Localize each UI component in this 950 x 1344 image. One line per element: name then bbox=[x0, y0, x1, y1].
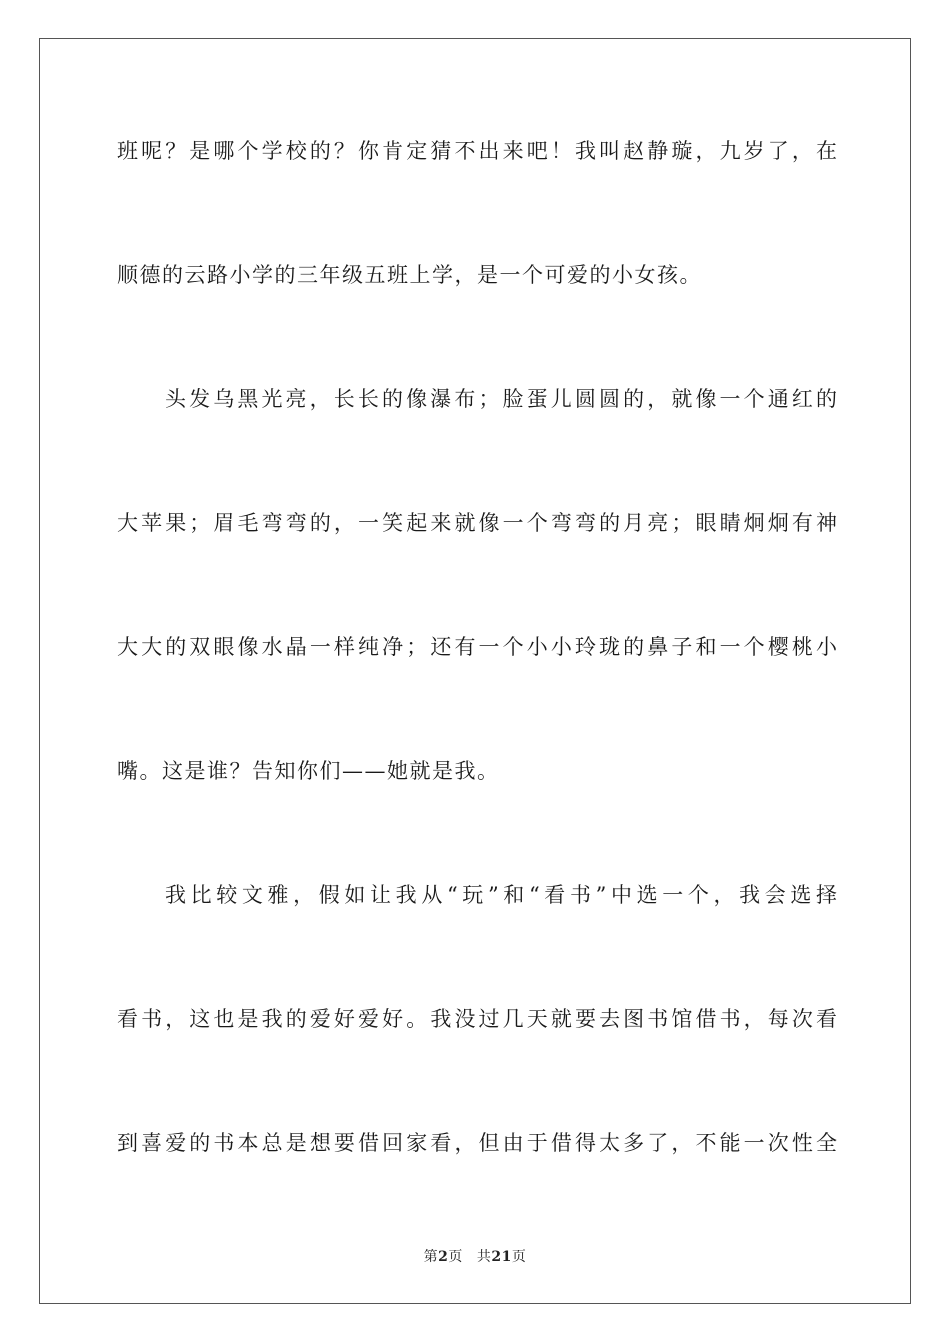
page-number: 2 bbox=[438, 1249, 449, 1265]
text-line: 到喜爱的书本总是想要借回家看，但由于借得太多了，不能一次性全 bbox=[117, 1131, 837, 1155]
text-line: 嘴。这是谁？告知你们——她就是我。 bbox=[117, 759, 500, 783]
text-line: 顺德的云路小学的三年级五班上学，是一个可爱的小女孩。 bbox=[117, 263, 702, 287]
page-border bbox=[39, 38, 911, 1304]
page-total: 21 bbox=[491, 1249, 512, 1265]
page-unit: 页 bbox=[448, 1249, 463, 1265]
text-line: 大苹果；眉毛弯弯的，一笑起来就像一个弯弯的月亮；眼睛炯炯有神 bbox=[117, 511, 837, 535]
text-line: 头发乌黑光亮，长长的像瀑布；脸蛋儿圆圆的，就像一个通红的 bbox=[165, 387, 837, 411]
text-line: 班呢？是哪个学校的？你肯定猜不出来吧！我叫赵静璇，九岁了，在 bbox=[117, 139, 837, 163]
page-footer bbox=[0, 1247, 950, 1267]
text-line: 看书，这也是我的爱好爱好。我没过几天就要去图书馆借书，每次看 bbox=[117, 1007, 837, 1031]
total-unit: 页 bbox=[511, 1249, 527, 1265]
page-prefix: 第 bbox=[423, 1249, 439, 1265]
total-prefix: 共 bbox=[476, 1249, 492, 1265]
text-line: 大大的双眼像水晶一样纯净；还有一个小小玲珑的鼻子和一个樱桃小 bbox=[117, 635, 837, 659]
text-line: 我比较文雅，假如让我从“玩”和“看书”中选一个，我会选择 bbox=[165, 883, 837, 907]
